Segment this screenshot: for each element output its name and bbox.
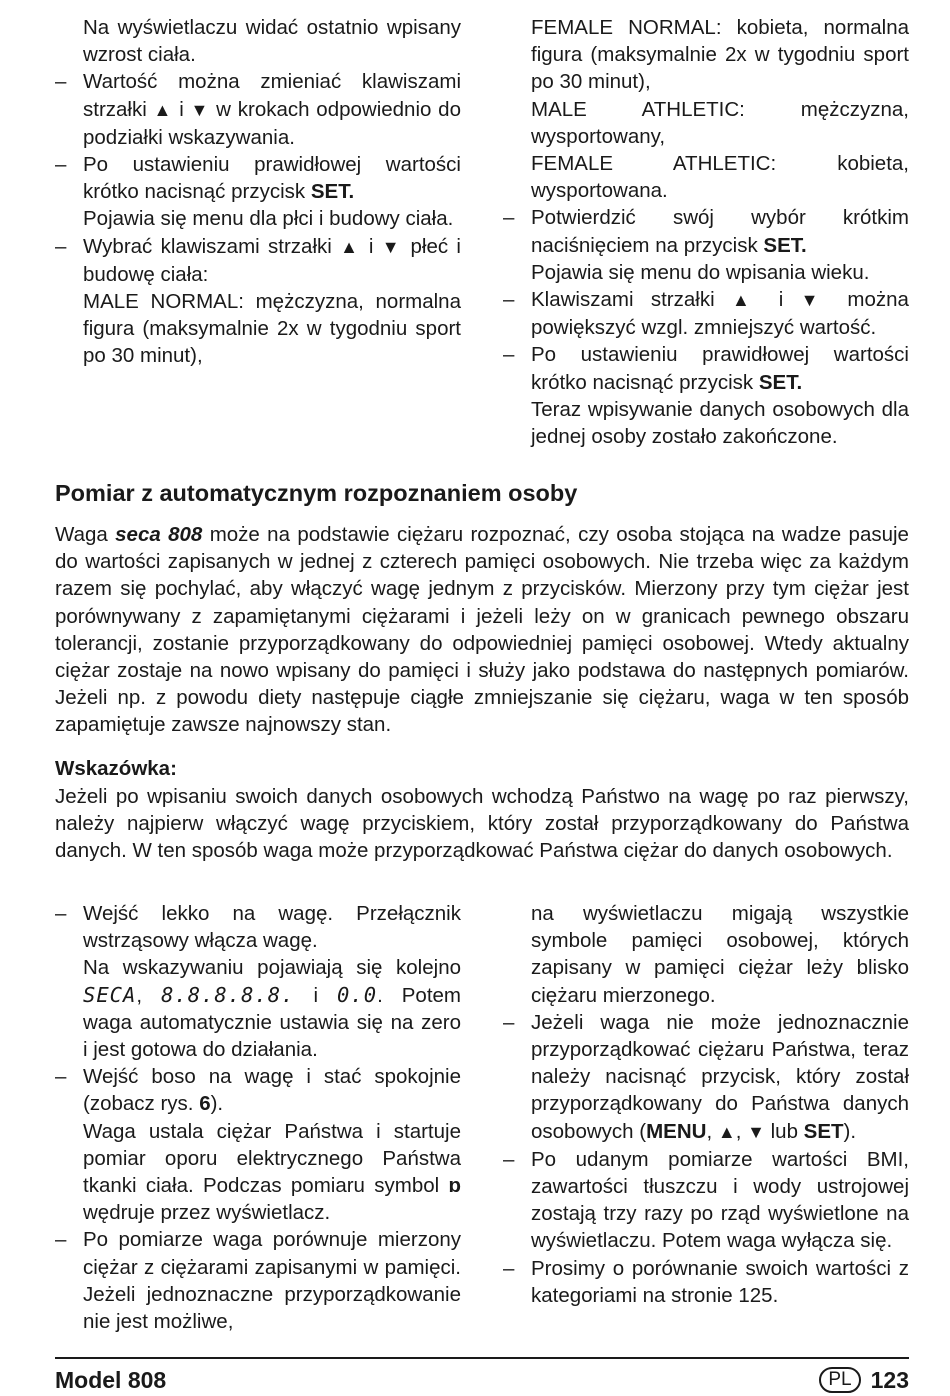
text: ). xyxy=(210,1092,224,1116)
text: Wartość można zmieniać klawiszami strzałki xyxy=(83,70,461,121)
list-item-continuation: Teraz wpisywanie danych osobowych dla jednej osoby zostało zakończone. xyxy=(531,397,909,449)
list-item-continuation: Pojawia się menu dla płci i budowy ciała. xyxy=(83,207,454,231)
text: może na podstawie ciężaru rozpoznać, czy osoba stojąca na wadze pasuje do wartości zapisanych w jednej z czterech pamięci osobowych. Nie trzeba więc za każdym razem się pochylać, aby włączyć wagę jednym z przycisków. Mierzony przy tym ciężar jest porównywany z zapamiętanymi ciężarami i jeżeli leży on w granicach pewnego obszaru tolerancji, zostanie przyporządkowany do odpowiedniej pamięci osobowej. Wtedy aktualny ciężar zostaje na nowo wpisany do pamięci i służy jako podstawa do następnych pomiarów. Jeżeli np. z powodu diety następuje ciągłe zmniejszanie się ciężaru, waga w ten sposób zapamiętuje zawsze najnowszy stan. xyxy=(55,523,909,737)
brand-name: seca 808 xyxy=(115,523,203,546)
text: i xyxy=(761,288,801,312)
list-item: – Po pomiarze waga porównuje mierzony ciężar z ciężarami zapisanymi w pamięci. Jeżeli jednoznaczne przyporządkowanie nie jest możliwe, xyxy=(55,1226,461,1335)
language-badge: PL xyxy=(819,1367,860,1393)
list-item xyxy=(503,286,909,341)
text: lub xyxy=(764,1119,804,1143)
arrow-down-icon: ▼ xyxy=(800,290,831,311)
text: wędruje przez wyświetlacz. xyxy=(83,1201,331,1225)
set-button-label: SET. xyxy=(310,180,355,204)
arrow-down-icon: ▼ xyxy=(381,236,403,257)
arrow-up-icon: ▲ xyxy=(153,99,173,120)
list-item-continuation xyxy=(55,1118,461,1227)
list-item xyxy=(503,204,909,258)
option-female-athletic: FEMALE ATHLETIC: kobieta, wysportowana. xyxy=(531,152,909,203)
right-column-bottom xyxy=(503,900,909,1309)
list-item-continuation xyxy=(55,954,461,1063)
list-item xyxy=(503,1009,909,1146)
lcd-display-zero: 0.0 xyxy=(337,982,378,1007)
arrow-down-icon: ▼ xyxy=(747,1121,765,1142)
text: w krokach odpowiednio do podziałki wskazywania. xyxy=(83,97,461,149)
section-body xyxy=(55,521,909,739)
text: ). xyxy=(843,1119,857,1143)
set-button-label: SET xyxy=(803,1119,844,1143)
footer-page-info xyxy=(819,1365,909,1395)
figure-number: 6 xyxy=(199,1092,211,1116)
lcd-display-seca: SECA xyxy=(83,982,137,1007)
left-column-bottom xyxy=(55,900,461,1335)
text: i xyxy=(172,97,191,121)
option-male-normal: MALE NORMAL: mężczyzna, normalna figura (maksymalnie 2x w tygodniu sport po 30 minut), xyxy=(83,290,461,368)
option-male-athletic: MALE ATHLETIC: mężczyzna, wysportowany, xyxy=(531,97,909,148)
text: i xyxy=(360,234,382,258)
text: płeć i budowę ciała: xyxy=(83,234,461,286)
arrow-up-icon: ▲ xyxy=(731,290,762,311)
list-item-continuation: na wyświetlaczu migają wszystkie symbole pamięci osobowej, których zapisany w pamięci ciężar leży blisko ciężaru mierzonego. xyxy=(531,902,909,1007)
text: Klawiszami strzałki xyxy=(531,288,732,312)
list-item: – Wejść lekko na wagę. Przełącznik wstrząsowy włącza wagę. xyxy=(55,900,461,954)
text: Wejść boso na wagę i stać spokojnie (zobacz rys. xyxy=(83,1065,461,1116)
list-item xyxy=(55,151,461,205)
text: Waga ustala ciężar Państwa i startuje pomiar oporu elektrycznego Państwa tkanki ciała. Podczas pomiaru symbol xyxy=(83,1119,461,1198)
arrow-up-icon: ▲ xyxy=(717,1121,736,1142)
text: Po ustawieniu prawidłowej wartości krótko nacisnąć przycisk xyxy=(531,343,909,394)
page-number: 123 xyxy=(870,1367,909,1393)
text: , xyxy=(735,1119,748,1143)
text: , xyxy=(706,1119,718,1143)
text: Potwierdzić swój wybór krótkim naciśnięciem na przycisk xyxy=(531,206,909,257)
list-item-continuation: Pojawia się menu do wpisania wieku. xyxy=(531,260,870,284)
option-female-normal: FEMALE NORMAL: kobieta, normalna figura (maksymalnie 2x w tygodniu sport po 30 minut), xyxy=(531,16,909,94)
text: Po ustawieniu prawidłowej wartości krótko nacisnąć przycisk xyxy=(83,153,461,204)
set-button-label: SET. xyxy=(763,233,807,257)
list-item: – Po udanym pomiarze wartości BMI, zawartości tłuszczu i wody ustrojowej zostają trzy razy po rząd wyświetlone na wyświetlaczu. Potem waga wyłącza się. xyxy=(503,1146,909,1255)
arrow-down-icon: ▼ xyxy=(190,99,210,120)
list-item xyxy=(503,341,909,395)
arrow-up-icon: ▲ xyxy=(340,236,361,257)
text: Wybrać klawiszami strzałki xyxy=(83,234,341,258)
footer-divider xyxy=(55,1357,909,1359)
menu-button-label: MENU xyxy=(646,1119,707,1143)
list-item xyxy=(55,1063,461,1117)
list-item xyxy=(55,233,461,288)
text: , xyxy=(136,983,162,1007)
text: Jeżeli waga nie może jednoznacznie przyporządkować ciężaru Państwa, teraz należy nacisnąć przycisk, który został przyporządkowany do Państwa danych osobowych ( xyxy=(531,1010,909,1143)
footer-model: Model 808 xyxy=(55,1367,167,1393)
text: można powiększyć wzgl. zmniejszyć wartość. xyxy=(531,288,909,340)
right-column-top xyxy=(503,14,909,450)
list-item xyxy=(55,68,461,151)
text: i xyxy=(294,983,338,1007)
note-text: Jeżeli po wpisaniu swoich danych osobowych wchodzą Państwo na wagę po raz pierwszy, należy najpierw włączyć wagę przyciskiem, który został przyporządkowany do Państwa danych. W ten sposób waga może przyporządkować Państwa ciężar do danych osobowych. xyxy=(55,785,909,863)
section-heading: Pomiar z automatycznym rozpoznaniem osoby xyxy=(55,480,578,506)
intro-continuation: Na wyświetlaczu widać ostatnio wpisany wzrost ciała. xyxy=(83,16,461,67)
text: Na wskazywaniu pojawiają się kolejno xyxy=(83,956,461,980)
text: . Potem waga automatycznie ustawia się na zero i jest gotowa do działania. xyxy=(83,983,461,1062)
list-item: – Prosimy o porównanie swoich wartości z kategoriami na stronie 125. xyxy=(503,1255,909,1309)
left-column-top xyxy=(55,14,461,370)
lcd-display-test: 8.8.8.8.8. xyxy=(161,982,295,1007)
measurement-symbol-icon: ɒ xyxy=(448,1174,461,1198)
set-button-label: SET. xyxy=(758,370,803,394)
note-label: Wskazówka: xyxy=(55,757,177,780)
text: Waga xyxy=(55,523,116,546)
